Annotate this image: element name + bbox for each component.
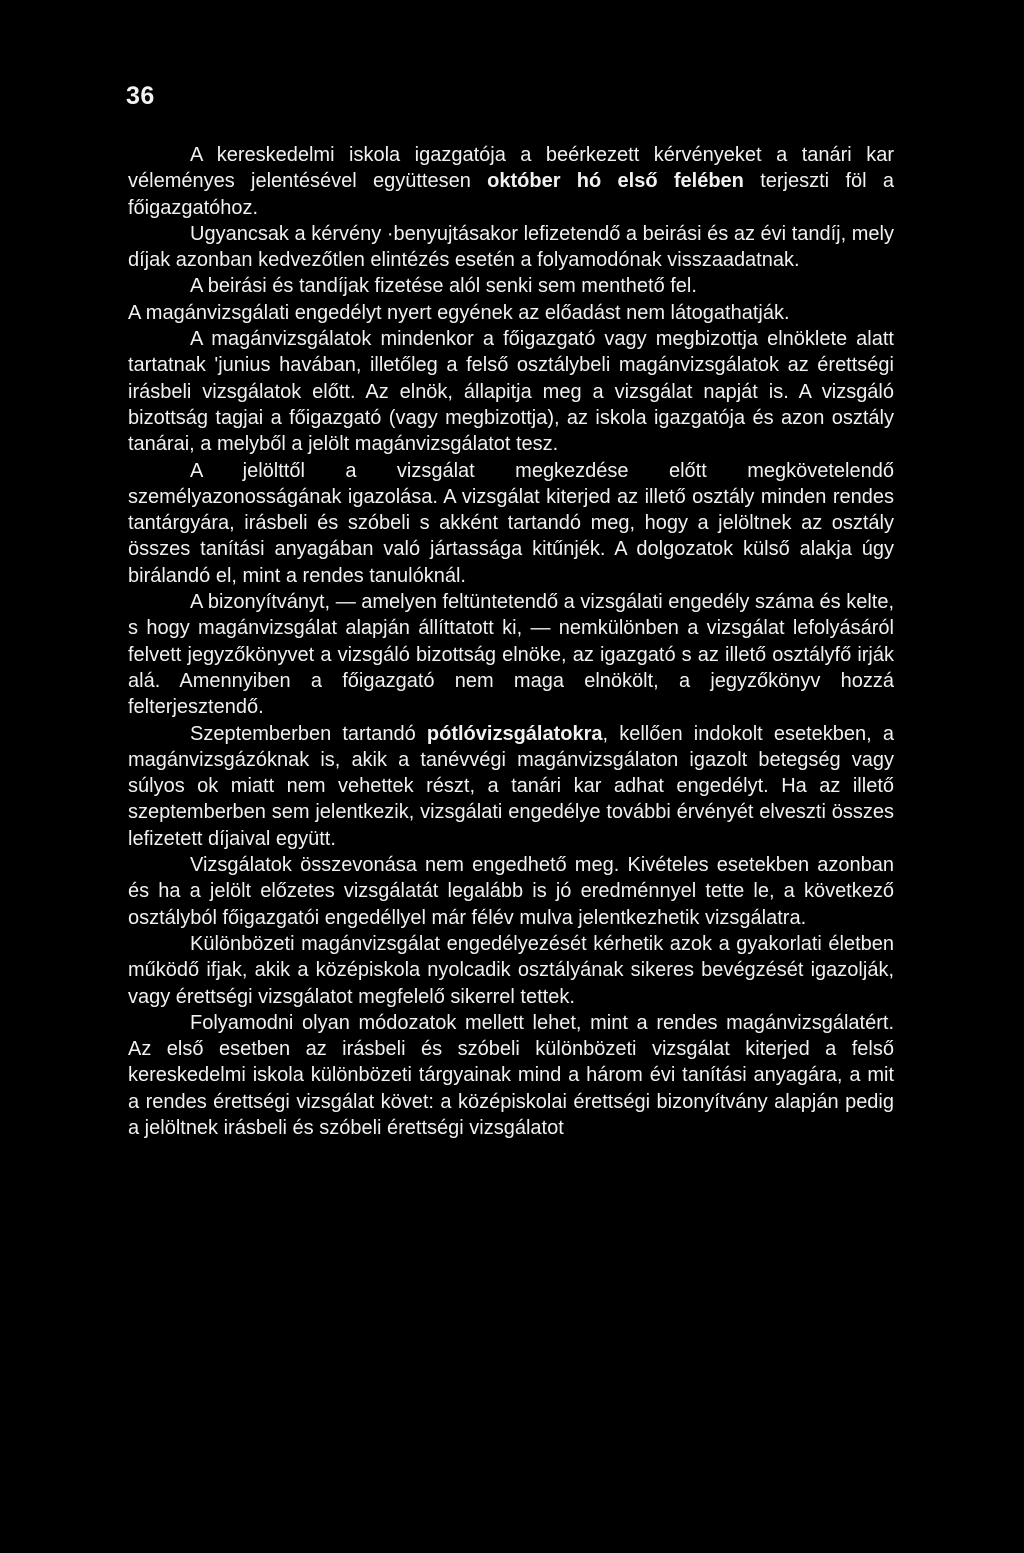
paragraph [128, 273, 894, 299]
text-run: A jelölttől a vizsgálat megkezdése előtt megkövetelendő személyazonosságának igazolása. A vizsgálat kiterjed az illető osztály minden rendes tantárgyára, irásbeli és szóbeli s akként tartandó meg, hogy a jelöltnek az osztály összes tanítási anyagában való jártassága kitűnjék. A dolgozatok külső alakja úgy birálandó el, mint a rendes tanulóknál. [128, 459, 894, 587]
paragraph [128, 852, 894, 931]
paragraph [128, 326, 894, 457]
paragraph [128, 142, 894, 221]
paragraph [128, 221, 894, 274]
paragraph [128, 589, 894, 720]
text-run: , kellően indokolt esetekben, a magánvizsgázóknak is, akik a tanévvégi magánvizsgálaton igazolt betegség vagy súlyos ok miatt nem vehettek részt, a tanári kar adhat engedélyt. Ha az illető szeptemberben sem jelentkezik, vizsgálati engedélye további érvényét elveszti összes lefizetett díjaival együtt. [128, 722, 894, 850]
text-run: Szeptemberben tartandó [190, 722, 427, 745]
text-run: Ugyancsak a kérvény ·benyujtásakor lefizetendő a beirási és az évi tandíj, mely díjak azonban kedvezőtlen elintézés esetén a folyamodónak visszaadatnak. [128, 222, 894, 272]
text-run: A beirási és tandíjak fizetése alól senki sem menthető fel. [190, 275, 697, 298]
paragraph [128, 1010, 894, 1141]
text-run: Vizsgálatok összevonása nem engedhető meg. Kivételes esetekben azonban és ha a jelölt előzetes vizsgálatát legalább is jó eredménnyel tette le, a következő osztályból főigazgatói engedéllyel már félév mulva jelentkezhetik vizsgálatra. [128, 854, 894, 929]
text-run: A magánvizsgálati engedélyt nyert egyének az előadást nem látogathatják. [128, 301, 790, 324]
text-run: A bizonyítványt, — amelyen feltüntetendő a vizsgálati engedély száma és kelte, s hogy magánvizsgálat alapján állíttatott ki, — nemkülönben a vizsgálat lefolyásáról felvett jegyzőkönyvet a vizsgáló bizottság elnöke, az igazgató s az illető osztályfő irják alá. Amennyiben a főigazgató nem maga elnökölt, a jegyzőkönyv hozzá felterjesztendő. [128, 591, 894, 719]
paragraph [128, 300, 894, 326]
paragraph [128, 458, 894, 589]
text-run: Folyamodni olyan módozatok mellett lehet, mint a rendes magánvizsgálatért. Az első esetben az irásbeli és szóbeli különbözeti vizsgálat kiterjed a felső kereskedelmi iskola különbözeti tárgyainak mind a három évi tanítási anyagára, a mit a rendes érettségi vizsgálat követ: a középiskolai érettségi bizonyítvány alapján pedig a jelöltnek irásbeli és szóbeli érettségi vizsgálatot [128, 1011, 894, 1139]
text-run: Különbözeti magánvizsgálat engedélyezését kérhetik azok a gyakorlati életben működő ifjak, akik a középiskola nyolcadik osztályának sikeres bevégzését igazolják, vagy érettségi vizsgálatot megfelelő sikerrel tettek. [128, 932, 894, 1008]
document-body [128, 142, 894, 1141]
paragraph [128, 721, 894, 852]
text-run: A kereskedelmi iskola igazgatója a beérkezett kérvényeket a tanári kar véleményes jelentésével együttesen [128, 144, 894, 193]
paragraph [128, 931, 894, 1010]
emphasized-text: pótlóvizsgálatokra [426, 722, 603, 745]
page-number: 36 [126, 82, 155, 110]
emphasized-text: október hó első felében [487, 170, 744, 193]
text-run: A magánvizsgálatok mindenkor a főigazgató vagy megbizottja elnöklete alatt tartatnak 'junius havában, illetőleg a felső osztálybeli magánvizsgálatok az érettségi irásbeli vizsgálatok előtt. Az elnök, állapitja meg a vizsgálat napját is. A vizsgáló bizottság tagjai a főigazgató (vagy megbizottja), az iskola igazgatója és azon osztály tanárai, a melyből a jelölt magánvizsgálatot tesz. [128, 328, 894, 456]
text-run: terjeszti föl a főigazgatóhoz. [128, 170, 894, 219]
